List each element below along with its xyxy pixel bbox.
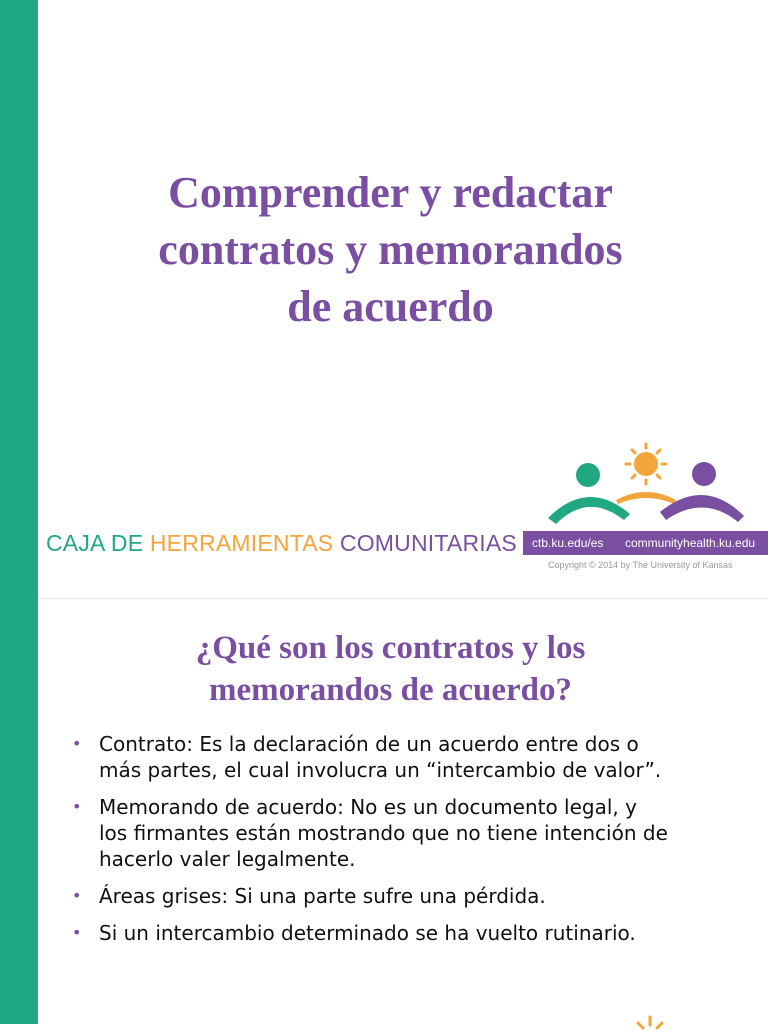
bullet-list — [70, 731, 670, 957]
brand-part: CAJA DE — [46, 530, 150, 556]
bullet-icon: • — [72, 923, 82, 942]
left-green-stripe — [0, 0, 38, 1024]
bullet-text: Memorando de acuerdo: No es un documento legal, y los firmantes están mostrando que no tiene intención de hacerlo valer legalmente. — [99, 795, 668, 871]
url-link-es[interactable]: ctb.ku.edu/es — [532, 536, 604, 550]
bullet-text: Áreas grises: Si una parte sufre una pérdida. — [99, 884, 546, 908]
heading-line: ¿Qué son los contratos y los — [195, 630, 586, 666]
heading-line: memorandos de acuerdo? — [209, 672, 572, 708]
bullet-text: Contrato: Es la declaración de un acuerdo entre dos o más partes, el cual involucra un “intercambio de valor”. — [99, 732, 662, 782]
slide-content — [38, 598, 768, 1025]
title-line: de acuerdo — [287, 282, 494, 331]
brand-wordmark — [46, 530, 517, 557]
url-link-communityhealth[interactable]: communityhealth.ku.edu — [625, 536, 756, 550]
url-bar — [523, 531, 768, 555]
slide-heading — [38, 627, 743, 711]
bullet-icon: • — [72, 734, 82, 753]
brand-part: HERRAMIENTAS — [149, 530, 340, 556]
bullet-text: Si un intercambio determinado se ha vuelto rutinario. — [99, 921, 636, 945]
list-item — [70, 920, 670, 946]
bullet-icon: • — [72, 886, 82, 905]
copyright-text: Copyright © 2014 by The University of Kansas — [548, 560, 733, 570]
title-line: contratos y memorandos — [158, 225, 623, 274]
bullet-icon: • — [72, 797, 82, 816]
list-item — [70, 883, 670, 909]
slide-title-heading — [38, 164, 743, 335]
sun-icon — [630, 1013, 670, 1033]
community-logo-icon — [544, 440, 748, 524]
sun-icon — [616, 444, 676, 504]
list-item — [70, 794, 670, 872]
list-item — [70, 731, 670, 783]
slide-title — [38, 0, 768, 598]
brand-part: COMUNITARIAS — [339, 530, 517, 556]
title-line: Comprender y redactar — [168, 168, 613, 217]
